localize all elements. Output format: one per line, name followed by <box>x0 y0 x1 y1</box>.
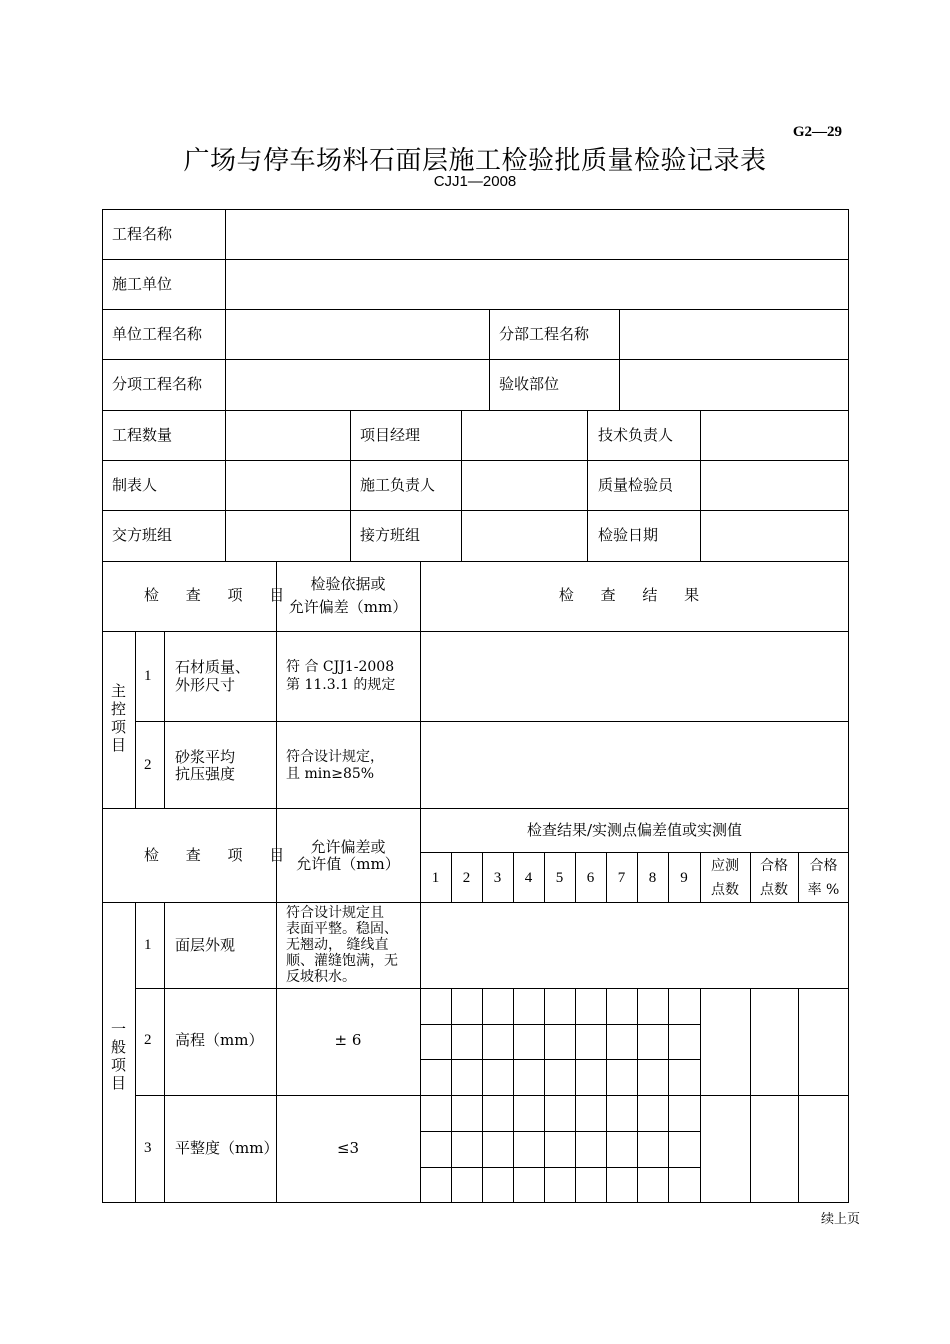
label-project-name: 工程名称 <box>112 225 173 243</box>
general-group-char-3: 项 <box>111 1056 127 1074</box>
general-row-1-allow-2: 表面平整。稳固、 <box>286 921 398 937</box>
pass-count-2: 点数 <box>760 882 788 898</box>
general-head-allow-1: 允许偏差或 <box>310 838 386 856</box>
label-inspection-date: 检验日期 <box>598 526 659 544</box>
general-head-item: 检 查 项 目 <box>144 846 296 864</box>
main-row-1-basis-1: 符 合 CJJ1-2008 <box>286 659 395 675</box>
point-col-5: 5 <box>555 870 564 886</box>
main-head-basis-2: 允许偏差（mm） <box>288 598 408 616</box>
point-col-8: 8 <box>648 870 657 886</box>
general-row-3-no: 3 <box>144 1140 152 1156</box>
label-handover-team: 交方班组 <box>112 526 173 544</box>
general-row-1-allow-3: 无翘动， 缝线直 <box>286 937 389 953</box>
label-quantity: 工程数量 <box>112 426 173 444</box>
label-construction-unit: 施工单位 <box>112 275 173 293</box>
standard-code: CJJ1—2008 <box>433 173 517 190</box>
main-group-char-3: 项 <box>111 718 127 736</box>
general-row-3-name: 平整度（mm） <box>175 1139 279 1157</box>
label-sub-project: 分部工程名称 <box>499 325 590 343</box>
main-group-char-2: 控 <box>111 700 127 718</box>
pass-rate-1: 合格 <box>809 858 838 874</box>
main-row-1-basis-2: 第 11.3.1 的规定 <box>286 677 396 693</box>
pass-rate-2: 率 % <box>807 882 840 898</box>
main-head-result: 检 查 结 果 <box>558 586 711 604</box>
page-title: 广场与停车场料石面层施工检验批质量检验记录表 <box>183 146 767 176</box>
label-receiving-team: 接方班组 <box>360 526 421 544</box>
label-quality-inspector: 质量检验员 <box>598 476 674 494</box>
general-row-1-allow-1: 符合设计规定且 <box>286 905 384 921</box>
form-code: G2—29 <box>792 124 842 140</box>
point-col-6: 6 <box>586 870 595 886</box>
main-head-basis-1: 检验依据或 <box>310 575 386 593</box>
general-head-allow-2: 允许值（mm） <box>296 855 400 873</box>
main-row-2-name-2: 抗压强度 <box>175 765 236 783</box>
continue-note: 续上页 <box>820 1212 860 1227</box>
label-project-manager: 项目经理 <box>360 426 421 444</box>
general-group-char-4: 目 <box>111 1074 127 1092</box>
general-row-1-name: 面层外观 <box>175 936 236 954</box>
point-col-7: 7 <box>617 870 626 886</box>
general-row-1-allow-4: 顺、灌缝饱满，无 <box>286 953 398 969</box>
main-row-1-name-1: 石材质量、 <box>175 658 251 676</box>
main-row-1-no: 1 <box>144 668 152 684</box>
table-grid <box>102 209 849 1203</box>
general-row-1-no: 1 <box>144 937 152 953</box>
main-row-2-name-1: 砂浆平均 <box>175 748 236 766</box>
pass-count-1: 合格 <box>760 858 788 874</box>
main-row-2-basis-2: 且 min≥85% <box>286 766 375 782</box>
general-group-char-1: 一 <box>111 1020 127 1038</box>
required-count-1: 应测 <box>711 858 739 874</box>
label-item-project: 分项工程名称 <box>112 375 203 393</box>
label-acceptance-part: 验收部位 <box>499 375 560 393</box>
general-row-1-allow-5: 反坡积水。 <box>286 969 356 985</box>
inspection-record-table <box>102 209 849 1203</box>
point-col-2: 2 <box>462 870 471 886</box>
main-head-item: 检 查 项 目 <box>144 586 296 604</box>
point-col-3: 3 <box>493 870 502 886</box>
general-row-2-no: 2 <box>144 1032 152 1048</box>
point-col-9: 9 <box>680 870 688 886</box>
point-col-1: 1 <box>431 870 440 886</box>
main-group-char-4: 目 <box>111 736 127 754</box>
general-row-2-name: 高程（mm） <box>175 1031 264 1049</box>
general-group-char-2: 般 <box>111 1038 127 1056</box>
main-row-2-no: 2 <box>144 757 152 773</box>
point-col-4: 4 <box>524 870 533 886</box>
general-row-3-allow: ≤3 <box>336 1139 360 1157</box>
label-tech-lead: 技术负责人 <box>598 426 674 444</box>
label-preparer: 制表人 <box>112 476 158 494</box>
main-row-2-basis-1: 符合设计规定， <box>286 749 384 765</box>
general-head-result: 检查结果/实测点偏差值或实测值 <box>526 821 743 839</box>
main-group-char-1: 主 <box>111 682 127 700</box>
label-unit-project: 单位工程名称 <box>112 325 203 343</box>
main-row-1-name-2: 外形尺寸 <box>175 676 236 694</box>
general-row-2-allow: ± 6 <box>334 1031 362 1049</box>
required-count-2: 点数 <box>711 882 739 898</box>
label-construction-lead: 施工负责人 <box>360 476 436 494</box>
